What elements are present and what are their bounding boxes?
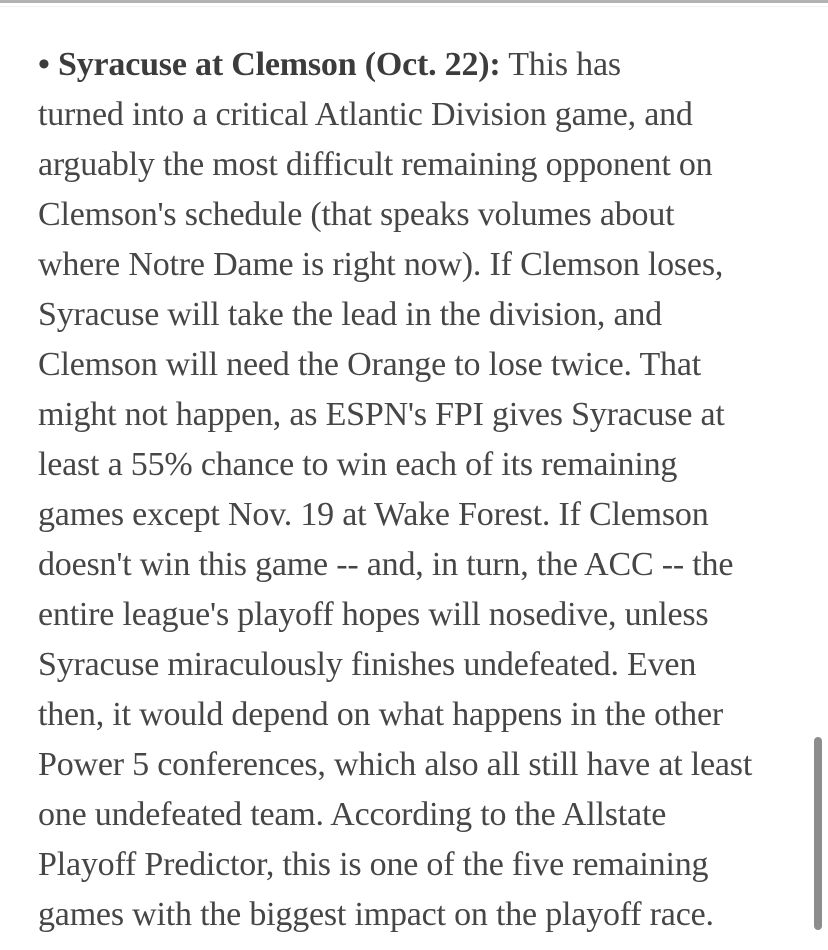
top-border xyxy=(0,0,828,3)
article-text-block xyxy=(38,40,808,940)
article-line: Clemson's schedule (that speaks volumes about xyxy=(38,196,675,233)
scrollbar-track[interactable] xyxy=(808,0,828,950)
article-line: doesn't win this game -- and, in turn, the ACC -- the xyxy=(38,546,734,583)
article-line: Power 5 conferences, which also all still have at least xyxy=(38,746,753,783)
article-line: games except Nov. 19 at Wake Forest. If Clemson xyxy=(38,496,709,533)
scrollbar-thumb[interactable] xyxy=(814,737,822,930)
article-line: where Notre Dame is right now). If Clemson loses, xyxy=(38,246,724,283)
article-line: entire league's playoff hopes will nosedive, unless xyxy=(38,596,709,633)
article-line: arguably the most difficult remaining opponent on xyxy=(38,146,713,183)
article-line: Syracuse will take the lead in the division, and xyxy=(38,296,662,333)
article-line: turned into a critical Atlantic Division game, and xyxy=(38,96,693,133)
article-line: then, it would depend on what happens in the other xyxy=(38,696,723,733)
article-line: Clemson will need the Orange to lose twice. That xyxy=(38,346,701,383)
article-heading-line xyxy=(38,40,808,90)
article-heading-bold: • Syracuse at Clemson (Oct. 22): xyxy=(38,46,501,83)
article-line: least a 55% chance to win each of its remaining xyxy=(38,446,678,483)
article-heading-rest: This has xyxy=(500,46,621,83)
article-line: games with the biggest impact on the playoff race. xyxy=(38,896,714,933)
article-line: Playoff Predictor, this is one of the five remaining xyxy=(38,846,709,883)
top-border-faint-line xyxy=(0,6,828,7)
article-line: might not happen, as ESPN's FPI gives Syracuse at xyxy=(38,396,725,433)
article-line: Syracuse miraculously finishes undefeated. Even xyxy=(38,646,697,683)
article-line: one undefeated team. According to the Allstate xyxy=(38,796,667,833)
